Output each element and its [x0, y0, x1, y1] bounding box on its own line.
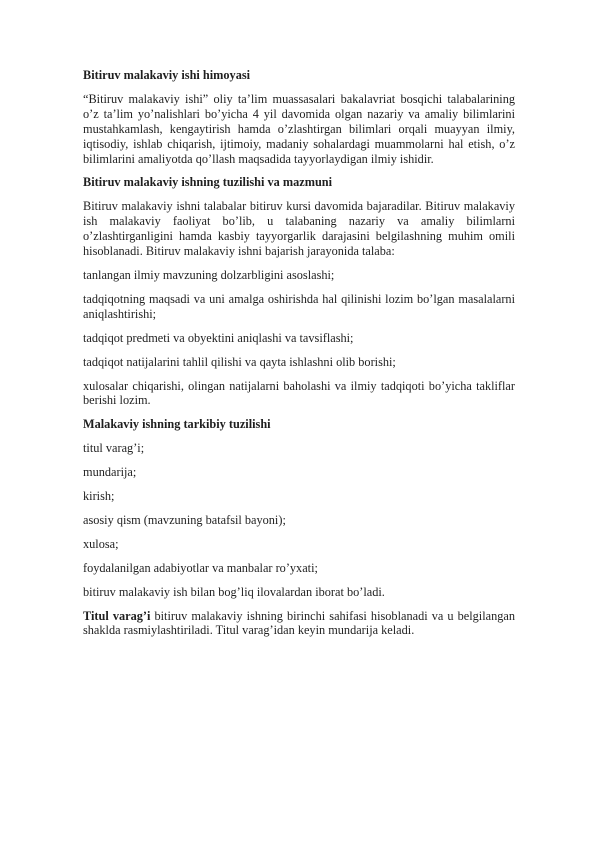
paragraph-title-page	[83, 609, 515, 639]
title-page-term: Titul varag’i	[83, 608, 151, 623]
title-page-description: bitiruv malakaviy ishning birinchi sahifasi hisoblanadi va u belgilangan shaklda rasmiylashtiriladi. Titul varag’idan keyin mundarija keladi.	[83, 608, 516, 638]
structure-item: xulosa;	[83, 536, 119, 551]
structure-item: titul varag’i;	[83, 441, 145, 456]
paragraph-process: Bitiruv malakaviy ishni talabalar bitiruv kursi davomida bajaradilar. Bitiruv malakaviy ish malakaviy faoliyat bo’lib, u talabaning nazariy va amaliy bilimlarni o’zlashtirganligini hamda kasbiy tayyorgarlik darajasini belgilashning muhim omili hisoblanadi. Bitiruv malakaviy ishni bajarish jarayonida talaba:	[83, 199, 515, 259]
paragraph-definition: “Bitiruv malakaviy ishi” oliy ta’lim muassasalari bakalavriat bosqichi talabalarining o’z ta’lim yo’nalishlari bo’yicha 4 yil davomida olgan nazariy va amaliy bilimlarini mustahkamlash, kengaytirish hamda o’zlashtirgan bilimlari orqali muayyan ilmiy, iqtisodiy, ishlab chiqarish, ijtimoiy, madaniy sohalardagi muammolarni hal etish, o’z bilimlarini amaliyotda qo’llash maqsadida tayyorlaydigan ilmiy ishidir.	[83, 91, 515, 166]
heading-structure-content: Bitiruv malakaviy ishning tuzilishi va mazmuni	[83, 175, 333, 190]
task-item: tadqiqot predmeti va obyektini aniqlashi va tavsiflashi;	[83, 330, 354, 345]
structure-item: foydalanilgan adabiyotlar va manbalar ro’yxati;	[83, 560, 318, 575]
task-item: xulosalar chiqarishi, olingan natijalarni baholashi va ilmiy tadqiqoti bo’yicha takliflar berishi lozim.	[83, 378, 515, 408]
structure-item: asosiy qism (mavzuning batafsil bayoni);	[83, 512, 286, 527]
heading-composition: Malakaviy ishning tarkibiy tuzilishi	[83, 417, 271, 432]
task-item: tadqiqotning maqsadi va uni amalga oshirishda hal qilinishi lozim bo’lgan masalalarni aniqlashtirishi;	[83, 291, 515, 321]
task-item: tadqiqot natijalarini tahlil qilishi va qayta ishlashni olib borishi;	[83, 354, 396, 369]
structure-item: kirish;	[83, 489, 115, 504]
document-page	[83, 68, 515, 647]
structure-item: mundarija;	[83, 465, 137, 480]
task-item: tanlangan ilmiy mavzuning dolzarbligini asoslashi;	[83, 267, 335, 282]
heading-defense: Bitiruv malakaviy ishi himoyasi	[83, 68, 251, 82]
structure-item: bitiruv malakaviy ish bilan bog’liq ilovalardan iborat bo’ladi.	[83, 584, 385, 599]
